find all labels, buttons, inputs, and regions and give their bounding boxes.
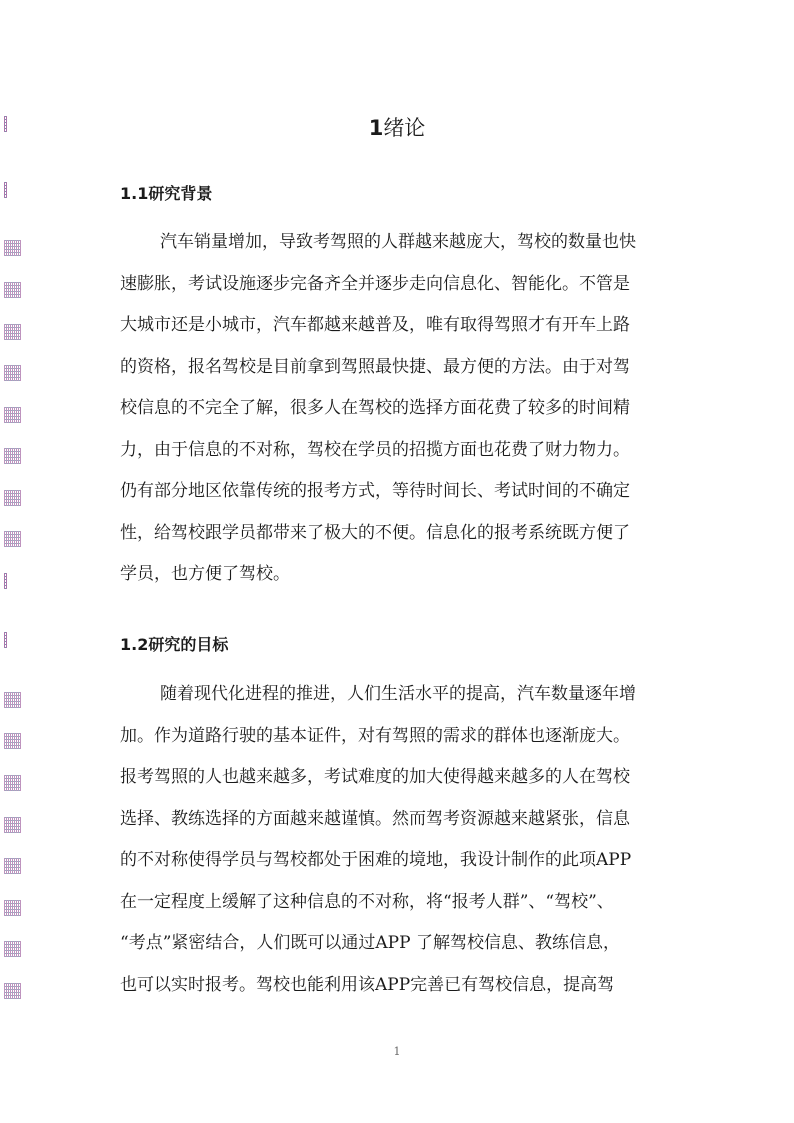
margin-mark <box>4 365 21 381</box>
margin-mark <box>4 448 21 464</box>
margin-mark <box>4 941 21 957</box>
section-paragraph-objectives <box>120 674 676 1006</box>
margin-mark <box>4 182 7 198</box>
text-line: 的资格，报名驾校是目前拿到驾照最快捷、最方便的方法。由于对驾 <box>120 356 630 377</box>
margin-mark <box>4 733 21 749</box>
margin-mark <box>4 407 21 423</box>
margin-mark <box>4 900 21 916</box>
margin-mark <box>4 324 21 340</box>
text-line: 在一定程度上缓解了这种信息的不对称，将“报考人群”、“驾校”、 <box>120 891 614 912</box>
page-number: 1 <box>393 1045 401 1058</box>
text-line: 大城市还是小城市，汽车都越来越普及，唯有取得驾照才有开车上路 <box>120 315 630 335</box>
chapter-title <box>0 112 794 142</box>
section-heading-objectives: 1.2研究的目标 <box>120 635 229 654</box>
chapter-title-text: 绪论 <box>383 116 426 140</box>
text-line: 随着现代化进程的推进，人们生活水平的提高，汽车数量逐年增 <box>160 684 636 704</box>
margin-mark <box>4 240 21 256</box>
text-line: 仍有部分地区依靠传统的报考方式，等待时间长、考试时间的不确定 <box>120 481 630 501</box>
margin-mark <box>4 858 21 874</box>
margin-mark <box>4 817 21 833</box>
text-line: 的不对称使得学员与驾校都处于困难的境地，我设计制作的此项APP <box>120 850 632 870</box>
text-line: 学员，也方便了驾校。 <box>120 564 290 584</box>
text-line: 速膨胀，考试设施逐步完备齐全并逐步走向信息化、智能化。不管是 <box>120 273 630 294</box>
margin-mark <box>4 490 21 506</box>
margin-scan-marks <box>4 0 24 1123</box>
section-paragraph-background <box>120 222 676 596</box>
text-line: 加。作为道路行驶的基本证件，对有驾照的需求的群体也逐渐庞大。 <box>120 725 630 746</box>
text-line: 报考驾照的人也越来越多，考试难度的加大使得越来越多的人在驾校 <box>120 767 630 787</box>
text-line: 力，由于信息的不对称，驾校在学员的招揽方面也花费了财力物力。 <box>120 439 630 460</box>
margin-mark <box>4 282 21 298</box>
margin-mark <box>4 573 7 589</box>
text-line: 汽车销量增加，导致考驾照的人群越来越庞大，驾校的数量也快 <box>160 232 636 252</box>
chapter-number: 1 <box>368 116 384 140</box>
margin-mark <box>4 632 7 648</box>
section-heading-background: 1.1研究背景 <box>120 184 213 203</box>
text-line: 选择、教练选择的方面越来越谨慎。然而驾考资源越来越紧张，信息 <box>120 808 630 829</box>
margin-mark <box>4 983 21 999</box>
margin-mark <box>4 775 21 791</box>
margin-mark <box>4 692 21 708</box>
margin-mark <box>4 531 21 547</box>
text-line: 也可以实时报考。驾校也能利用该APP完善已有驾校信息，提高驾 <box>120 974 615 995</box>
text-line: “考点”紧密结合，人们既可以通过APP 了解驾校信息、教练信息， <box>120 933 620 953</box>
text-line: 校信息的不完全了解，很多人在驾校的选择方面花费了较多的时间精 <box>120 398 630 418</box>
text-line: 性，给驾校跟学员都带来了极大的不便。信息化的报考系统既方便了 <box>120 522 630 543</box>
